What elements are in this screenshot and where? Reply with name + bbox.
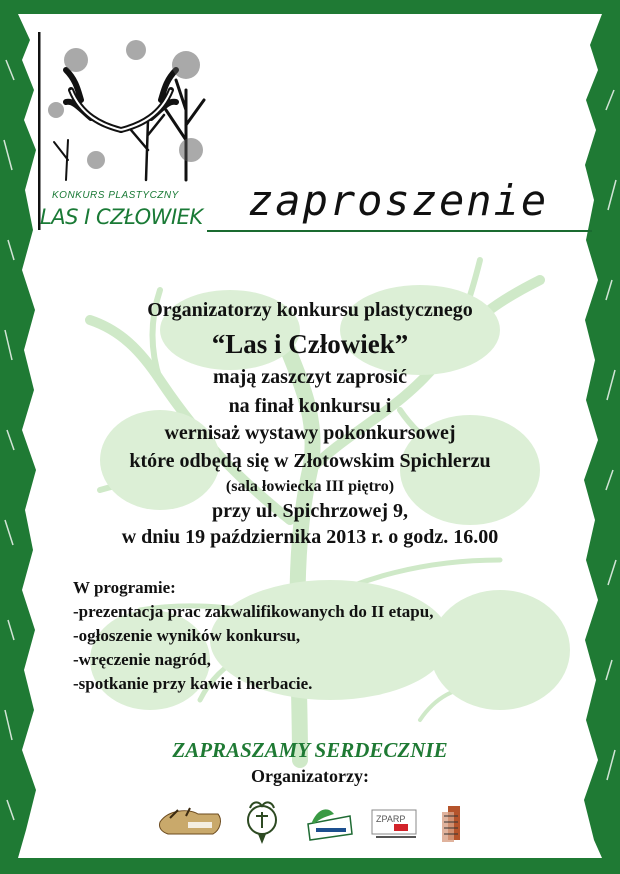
invitation-title: zaproszenie [248, 176, 549, 225]
title-underline [207, 230, 592, 232]
program-heading: W programie: [73, 578, 176, 597]
zlotow-museum-logo [442, 806, 460, 842]
invitation-line-4: na finał konkursu i [228, 395, 392, 417]
program-item: -prezentacja prac zakwalifikowanych do II etapu, [73, 602, 434, 621]
invitation-line-8: przy ul. Spichrzowej 9, [211, 500, 409, 522]
invitation-line-7: (sala łowiecka III piętro) [225, 478, 395, 495]
forest-district-logo [308, 809, 352, 840]
logo-name: LAS I CZŁOWIEK [40, 205, 203, 229]
organizers-label: Organizatorzy: [251, 766, 369, 786]
contest-name: “Las i Człowiek” [211, 329, 409, 359]
program-item: -wręczenie nagród, [73, 650, 211, 669]
logo-subtitle: KONKURS PLASTYCZNY [52, 190, 179, 201]
program-item: -spotkanie przy kawie i herbacie. [73, 674, 313, 693]
zparp-logo [372, 810, 416, 838]
program-item: -ogłoszenie wyników konkursu, [73, 626, 301, 645]
sponsor-logos [158, 800, 478, 848]
closing-invite: ZAPRASZAMY SERDECZNIE [172, 738, 448, 762]
hunting-club-logo [159, 808, 220, 834]
invitation-line-3: mają zaszczyt zaprosić [212, 366, 407, 388]
invitation-date-line: w dniu 19 października 2013 r. o godz. 16.00 [121, 526, 499, 548]
invitation-line-5: wernisaż wystawy pokonkursowej [164, 422, 456, 444]
pzl-logo [248, 802, 276, 844]
svg-text:ZPARP: ZPARP [376, 814, 406, 824]
invitation-line-1: Organizatorzy konkursu plastycznego [147, 299, 473, 321]
invitation-line-6: które odbędą się w Złotowskim Spichlerzu [129, 450, 491, 472]
